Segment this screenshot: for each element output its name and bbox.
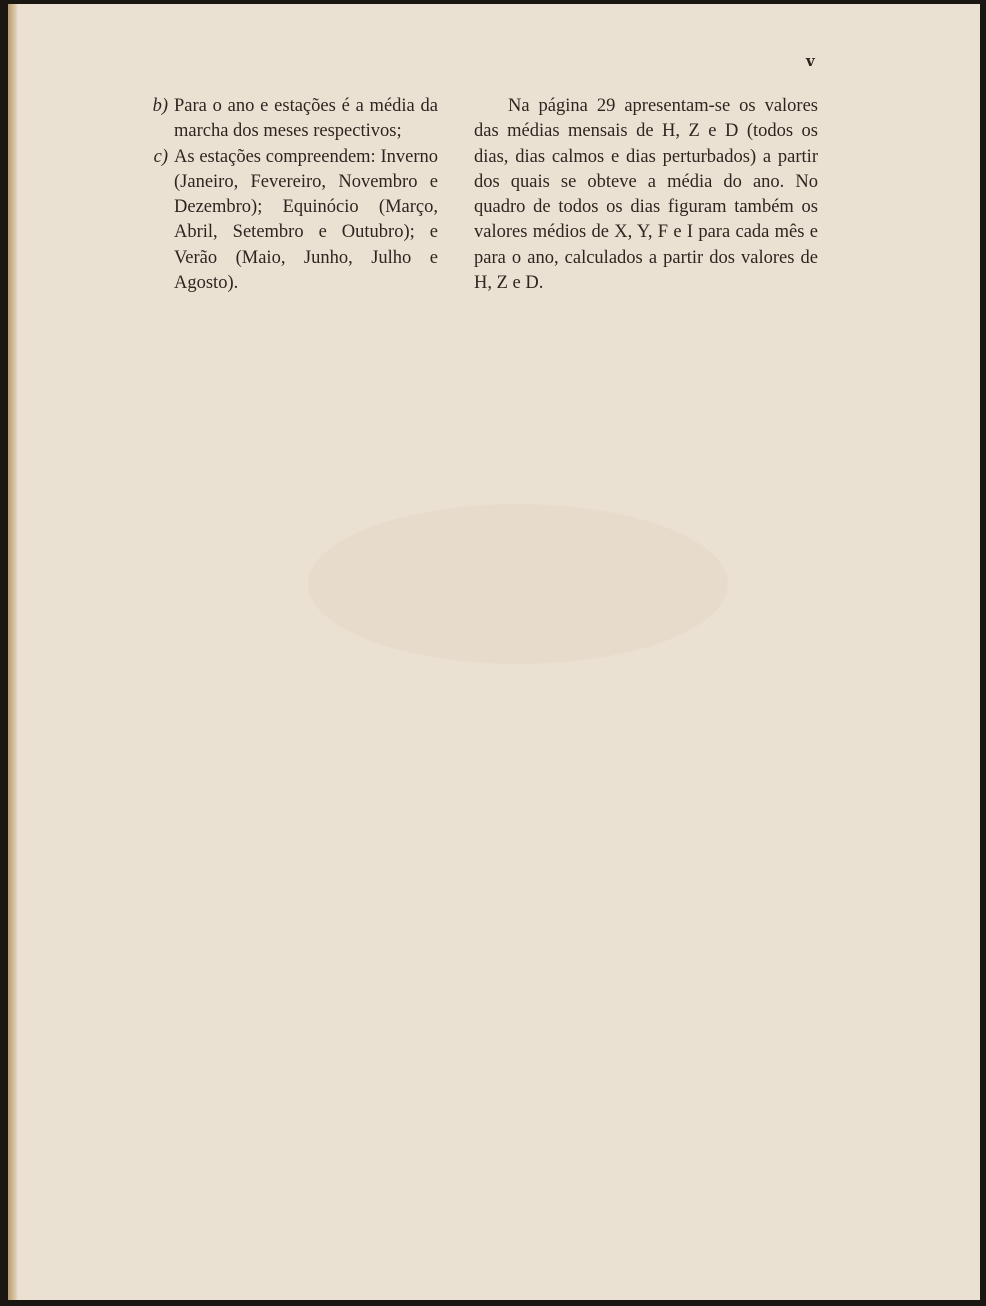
- list-item-b: [138, 94, 438, 145]
- list-item-text: Para o ano e estações é a média da marcha dos meses respectivos;: [174, 96, 438, 142]
- list-item-text: As estações compreendem: Inverno (Janeiro, Fevereiro, Novembro e Dezembro); Equinócio (Março, Abril, Setembro e Outubro); e Verão (Maio, Junho, Julho e Agosto).: [174, 146, 438, 294]
- page-number: v: [806, 52, 815, 70]
- left-column: [138, 94, 438, 296]
- right-column: [474, 94, 818, 296]
- body-paragraph: Na página 29 apresentam-se os valores das médias mensais de H, Z e D (todos os dias, dias calmos e dias perturbados) a partir dos quais se obteve a média do ano. No quadro de todos os dias figuram também os valores médios de X, Y, F e I para cada mês e para o ano, calculados a partir dos valores de H, Z e D.: [474, 96, 818, 294]
- list-marker: c): [153, 146, 168, 167]
- document-page: [8, 4, 980, 1300]
- page-binding-edge: [8, 4, 18, 1300]
- paper-stain: [308, 504, 728, 664]
- list-marker: b): [152, 96, 168, 116]
- list-item-c: [138, 145, 438, 297]
